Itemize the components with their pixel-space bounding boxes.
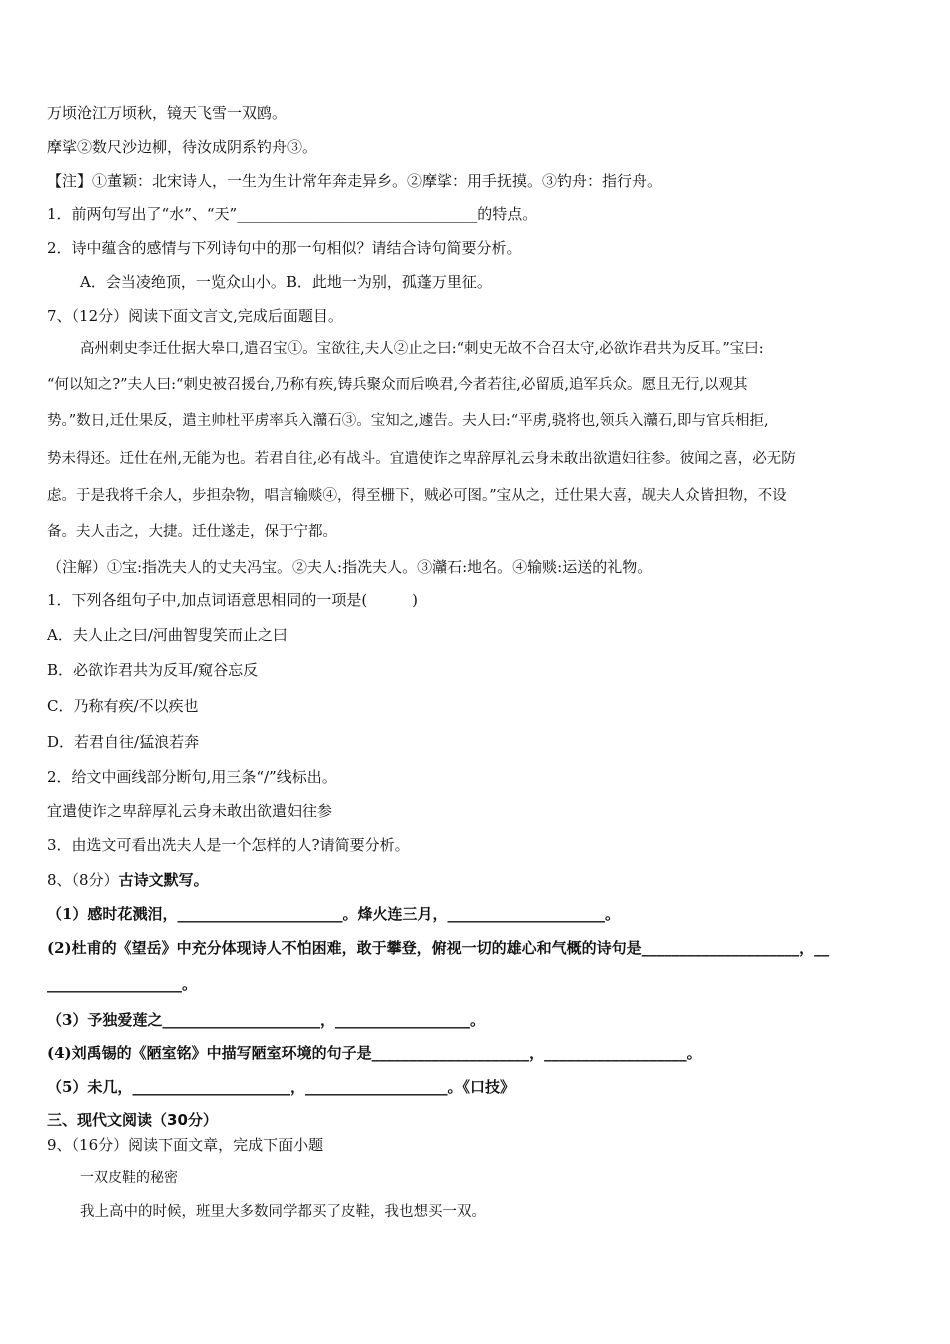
q7-note: （注解）①宝:指冼夫人的丈夫冯宝。②夫人:指冼夫人。③灨石:地名。④输赕:运送的礼物。 bbox=[47, 558, 653, 576]
q7-option-d: D．若君自往/猛浪若奔 bbox=[47, 733, 200, 751]
article-line-1: 我上高中的时候，班里大多数同学都买了皮鞋，我也想买一双。 bbox=[80, 1204, 486, 1220]
q8-header bbox=[47, 870, 209, 890]
poem-question-1: 1．前两句写出了“水”、“天”________________________________的特点。 bbox=[47, 205, 538, 223]
poem-note: 【注】①董颖：北宋诗人，一生为生计常年奔走异乡。②摩挲：用手抚摸。③钓舟：指行舟。 bbox=[47, 172, 663, 190]
q8-item-3: （3）予独爱莲之_____________________，__________________。 bbox=[47, 1011, 485, 1029]
poem-question-2: 2．诗中蕴含的感情与下列诗句中的那一句相似？请结合诗句简要分析。 bbox=[47, 239, 522, 257]
q7-passage-line-4: 势未得还。迁仕在州,无能为也。若君自往,必有战斗。宜遣使诈之卑辞厚礼云身未敢出欲遣妇往参。彼闻之喜，必无防 bbox=[47, 451, 796, 467]
q9-header: 9、（16分）阅读下面文章，完成下面小题 bbox=[47, 1136, 324, 1154]
q7-passage-line-3: 势。”数日,迁仕果反，遣主帅杜平虏率兵入灨石③。宝知之,遽告。夫人曰:“平虏,骁将也,领兵入灨石,即与官兵相拒, bbox=[47, 413, 769, 429]
q7-passage-line-1: 高州刺史李迁仕据大皋口,遣召宝①。宝欲往,夫人②止之曰:“刺史无故不合召太守,必欲诈君共为反耳。”宝曰: bbox=[80, 341, 764, 357]
poem-question-2-options: A．会当凌绝顶，一览众山小。B．此地一为别，孤蓬万里征。 bbox=[80, 273, 492, 291]
q7-option-c: C．乃称有疾/不以疾也 bbox=[47, 697, 199, 715]
q8-item-2-continued: __________________。 bbox=[47, 975, 198, 993]
q7-option-b: B．必欲诈君共为反耳/窥谷忘反 bbox=[47, 661, 259, 679]
q8-item-5: （5）未几，_____________________，___________________。《口技》 bbox=[47, 1078, 515, 1096]
q8-item-1: （1）感时花溅泪，______________________。烽火连三月，_____________________。 bbox=[47, 905, 620, 923]
q7-option-a: A．夫人止之曰/河曲智叟笑而止之曰 bbox=[47, 626, 288, 644]
q7-passage-line-2: “何以知之?”夫人曰:“刺史被召援台,乃称有疾,铸兵聚众而后唤君,今者若往,必留质,追军兵众。愿且无行,以观其 bbox=[47, 377, 748, 393]
q7-passage-line-5: 虑。于是我将千余人，步担杂物，唱言输赕④，得至栅下，贼必可图。”宝从之，迁仕果大喜，觇夫人众皆担物，不设 bbox=[47, 488, 787, 504]
q7-passage-line-6: 备。夫人击之，大捷。迁仕遂走，保于宁都。 bbox=[47, 524, 337, 540]
q7-question-2-text: 宜遣使诈之卑辞厚礼云身未敢出欲遣妇往参 bbox=[47, 802, 333, 820]
q7-header: 7、（12分）阅读下面文言文,完成后面题目。 bbox=[47, 307, 343, 325]
q8-header-title: 古诗文默写。 bbox=[118, 871, 209, 889]
poem-line-1: 万顷沧江万顷秋，镜天飞雪一双鸥。 bbox=[47, 104, 288, 122]
q8-item-4: (4)刘禹锡的《陋室铭》中描写陋室环境的句子是_____________________，___________________。 bbox=[47, 1044, 702, 1062]
section-3-title: 三、现代文阅读（30分） bbox=[47, 1111, 218, 1129]
q8-item-2: (2)杜甫的《望岳》中充分体现诗人不怕困难，敢于攀登，俯视一切的雄心和气概的诗句是_____________________，__ bbox=[47, 939, 830, 957]
q7-question-2: 2．给文中画线部分断句,用三条“/”线标出。 bbox=[47, 768, 337, 786]
q7-question-3: 3．由选文可看出冼夫人是一个怎样的人?请简要分析。 bbox=[47, 836, 410, 854]
poem-line-2: 摩挲②数尺沙边柳，待汝成阴系钓舟③。 bbox=[47, 138, 318, 156]
q7-question-1: 1．下列各组句子中,加点词语意思相同的一项是( ) bbox=[47, 591, 419, 609]
q8-header-number: 8、（8分） bbox=[47, 871, 119, 889]
article-title: 一双皮鞋的秘密 bbox=[80, 1170, 178, 1186]
